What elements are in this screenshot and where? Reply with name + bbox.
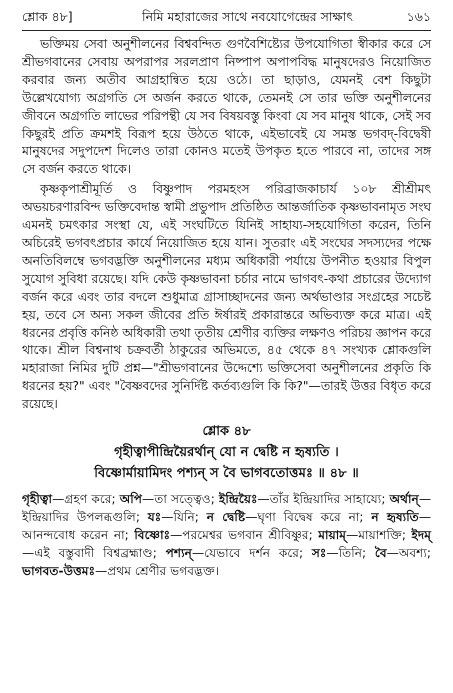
synonym-meaning: ইন্দ্রিয়াদির উপলব্ধগুলি — [22, 510, 136, 525]
header-verse-ref: শ্লোক ৪৮] — [22, 9, 73, 24]
synonym-meaning: পরমেশ্বর ভগবান শ্রীবিষ্ণুর — [182, 528, 309, 543]
synonym-meaning: যেভাবে দর্শন করে — [204, 546, 299, 561]
synonym-word: গৃহীত্বা — [22, 492, 53, 507]
header-chapter-title: নিমি মহারাজের সাথে নবযোগেন্দ্রের সাক্ষাৎ — [142, 9, 353, 24]
synonym-meaning: আনন্দবোধ করেন না — [22, 528, 125, 543]
synonym-word: বৈ — [374, 546, 387, 561]
word-for-word-synonyms: গৃহীত্বা—গ্রহণ করে; অপি—তা সত্ত্বেও; ইন্দ্রিয়ৈঃ—তাঁর ইন্দ্রিয়াদির সাহায্যে; অর্থান্—ইন্দ্রিয়াদির উপলব্ধগুলি; যঃ—যিনি; ন দ্বেষ্টি—ঘৃণা বিদ্বেষ করে না; ন হৃষ্যতি—আনন্দবোধ করেন না; বিষ্ণোঃ—পরমেশ্বর ভগবান শ্রীবিষ্ণুর; মায়াম্—মায়াশক্তি; ইদম্—এই বস্তুবাদী বিশ্বব্রহ্মাণ্ড; পশ্যন্—যেভাবে দর্শন করে; সঃ—তিনি; বৈ—অবশ্য; ভাগবত-উত্তমঃ—প্রথম শ্রেণীর ভগবদ্ভক্ত। — [22, 492, 432, 579]
synonym-word: সঃ — [311, 546, 327, 561]
verse-line-1: গৃহীত্বাপীন্দ্রিয়ৈরর্থান্ যো ন দ্বেষ্টি ন হৃষ্যতি । — [114, 445, 339, 461]
synonym-word: ন দ্বেষ্টি — [206, 510, 246, 525]
synonym-word: ভাগবত-উত্তমঃ — [22, 564, 96, 579]
synonym-word: পশ্যন্ — [165, 546, 192, 561]
synonym-word: মায়াম্ — [318, 528, 347, 543]
synonym-meaning: মায়াশক্তি — [358, 528, 402, 543]
header-rule — [22, 30, 431, 31]
synonym-meaning: তাঁর ইন্দ্রিয়াদির সাহায্যে — [269, 492, 382, 507]
synonym-meaning: তা সত্ত্বেও — [154, 492, 211, 507]
synonym-meaning: ঘৃণা বিদ্বেষ করে না — [257, 510, 360, 525]
synonym-meaning: যিনি — [173, 510, 195, 525]
synonym-word: ন হৃষ্যতি — [371, 510, 419, 525]
synonym-word: ইদম্ — [411, 528, 432, 543]
synonym-meaning: তিনি — [338, 546, 363, 561]
synonym-meaning: অবশ্য — [398, 546, 427, 561]
synonym-word: বিষ্ণোঃ — [134, 528, 171, 543]
purport-paragraph-1: ভক্তিময় সেবা অনুশীলনের বিশ্ববন্দিত গুণবৈশিষ্ট্যের উপযোগিতা স্বীকার করে সে শ্রীভগবানের সেবায় অপরাপর সরলপ্রাণ নিষ্পাপ অপাপবিদ্ধ মানুষদেরও নিয়োজিত করবার জন্য অতীব আগ্রহান্বিত হয়ে ওঠে। তা ছাড়াও, যেমনই বেশ কিছুটা উল্লেখযোগ্য অগ্রগতি সে অর্জন করতে থাকে, তেমনই সে তার ভক্তি অনুশীলনের জীবনে অগ্রগতি লাভের পরিপন্থী যে সব বিষয়বস্তু কিংবা যে সব মানুষ থাকে, সেই সব কিছুরই প্রতি ক্রমশই বিরূপ হয়ে উঠতে থাকে, এইভাবেই যে সমস্ত ভগবদ্-বিদ্বেষী মানুষদের সদুপদেশ দিলেও তারা কোনও মতেই উপকৃত হতে পারবে না, তাদের সঙ্গ সে বর্জন করতে থাকে। — [22, 37, 431, 177]
synonym-meaning: গ্রহণ করে — [64, 492, 112, 507]
synonym-word: অর্থান্ — [389, 492, 419, 507]
verse-line-2: বিষ্ণোর্মায়ামিদং পশ্যন্ স বৈ ভাগবতোত্তমঃ ॥ ৪৮ ॥ — [94, 466, 359, 482]
synonym-word: অপি — [119, 492, 143, 507]
synonym-meaning: এই বস্তুবাদী বিশ্বব্রহ্মাণ্ড — [34, 546, 153, 561]
page-body — [22, 36, 431, 580]
page-number: ১৬১ — [406, 9, 431, 24]
synonym-word: যঃ — [147, 510, 162, 525]
running-header — [22, 6, 431, 28]
purport-paragraph-2: কৃষ্ণকৃপাশ্রীমূর্তি ও বিষ্ণুপাদ পরমহংস পরিব্রাজকাচার্য ১০৮ শ্রীশ্রীমৎ অভয়চরণারবিন্দ ভক্তিবেদান্ত স্বামী প্রভুপাদ প্রতিষ্ঠিত আন্তর্জাতিক কৃষ্ণভাবনামৃত সংঘ এমনই চমৎকার সংস্থা যে, এই সংঘটিতে যিনিই সাহায্য-সহযোগিতা করেন, তিনি অচিরেই ভগবৎপ্রচার কার্যে নিয়োজিত হয়ে যান। সুতরাং এই সংঘের সদস্যদের পক্ষে অনতিবিলম্বে ভগবদ্ভক্তি অনুশীলনের মধ্যম অধিকারী পর্যায়ে উপনীত হওয়ার বিপুল সুযোগ সুবিধা রয়েছে। যদি কেউ কৃষ্ণভাবনা চর্চার নামে ভাগবৎ-কথা প্রচারের উদ্যোগ বর্জন করে এবং তার বদলে শুধুমাত্র গ্রাসাচ্ছাদনের জন্য অর্থভাণ্ডার সংগ্রহের সচেষ্ট হয়, তবে সে অন্য সকল জীবের প্রতি ঈর্ষারই প্রকারান্তরে অভিব্যক্ত করে মাত্র। এই ধরনের প্রবৃত্তি কনিষ্ঠ অধিকারী তথা তৃতীয় শ্রেণীর ব্যক্তির লক্ষণও পরিচয় জ্ঞাপন করে থাকে। শ্রীল বিশ্বনাথ চক্রবর্তী ঠাকুরের অভিমতে, ৪৫ থেকে ৪৭ সংখ্যক শ্লোকগুলি মহারাজা নিমির দুটি প্রশ্ন—"শ্রীভগবানের উদ্দেশ্যে ভক্তিসেবা অনুশীলনের প্রকৃতি কি ধরনের হয়?" এবং "বৈষ্ণবদের সুনির্দিষ্ট কর্তব্যগুলি কি কি?"—তারই উত্তর বিধৃত করে রয়েছে। — [22, 182, 431, 412]
synonym-word: ইন্দ্রিয়ৈঃ — [219, 492, 258, 507]
synonym-meaning: প্রথম শ্রেণীর ভগবদ্ভক্ত — [107, 564, 215, 579]
verse-heading: শ্লোক ৪৮ — [202, 424, 251, 440]
